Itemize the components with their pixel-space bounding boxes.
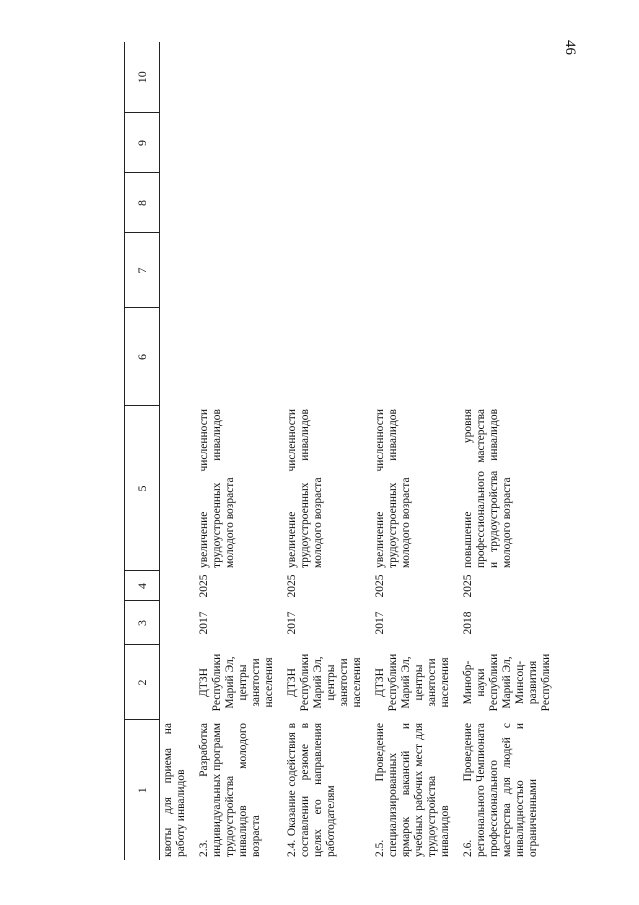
table-row — [460, 42, 561, 860]
column-header: 10 — [125, 42, 160, 113]
executor — [160, 645, 197, 720]
table-row — [160, 42, 197, 860]
column-header: 3 — [125, 601, 160, 645]
executor: Минобр-науки Республики Марий Эл, Минсоц-развития Республики — [462, 653, 552, 712]
measures-table — [124, 42, 561, 860]
end-year: 2025 — [462, 574, 474, 598]
start-year: 2017 — [374, 611, 386, 635]
executor: ДТЗН Республики Марий Эл, центры занятости населения — [198, 653, 275, 712]
column-header: 8 — [125, 173, 160, 233]
column-header: 6 — [125, 308, 160, 406]
column-header: 5 — [125, 406, 160, 571]
measure-description: 2.6. Проведение регионального Чемпионата профессионального мастерства для людей с инвалидностью и ограниченными — [462, 723, 539, 857]
measure-description: 2.4. Оказание содействия в составлении резюме в целях его направления работодателям — [286, 723, 337, 857]
table-row — [284, 42, 372, 860]
executor: ДТЗН Республики Марий Эл, центры занятости населения — [374, 653, 451, 712]
measure-description: квоты для приема на работу инвалидов — [162, 723, 187, 857]
start-year: 2017 — [198, 611, 210, 635]
column-header: 9 — [125, 113, 160, 173]
header-row — [125, 42, 160, 860]
start-year — [160, 601, 197, 645]
end-year — [160, 571, 197, 601]
expected-result: увеличение численности трудоустроенных инвалидов молодого возраста — [374, 409, 412, 568]
measure-description: 2.3. Разработка индивидуальных программ трудоустройства инвалидов молодого возраста — [198, 723, 262, 857]
column-header: 1 — [125, 720, 160, 860]
expected-result: увеличение численности трудоустроенных инвалидов молодого возраста — [198, 409, 236, 568]
start-year: 2017 — [286, 611, 298, 635]
column-header: 7 — [125, 233, 160, 308]
executor: ДТЗН Республики Марий Эл, центры занятости населения — [286, 653, 363, 712]
measure-description: 2.5. Проведение специализированных ярмарок вакансий и учебных рабочих мест для трудоустройства инвалидов — [374, 723, 451, 857]
end-year: 2025 — [198, 574, 210, 598]
end-year: 2025 — [374, 574, 386, 598]
start-year: 2018 — [462, 611, 474, 635]
page-number: 46 — [562, 40, 578, 55]
end-year: 2025 — [286, 574, 298, 598]
column-header: 4 — [125, 571, 160, 601]
table-row — [196, 42, 284, 860]
column-header: 2 — [125, 645, 160, 720]
table-row — [372, 42, 460, 860]
expected-result: повышение уровня профессионального мастерства и трудоустройства инвалидов молодого возраста — [462, 409, 513, 568]
expected-result — [160, 406, 197, 571]
expected-result: увеличение численности трудоустроенных инвалидов молодого возраста — [286, 409, 324, 568]
